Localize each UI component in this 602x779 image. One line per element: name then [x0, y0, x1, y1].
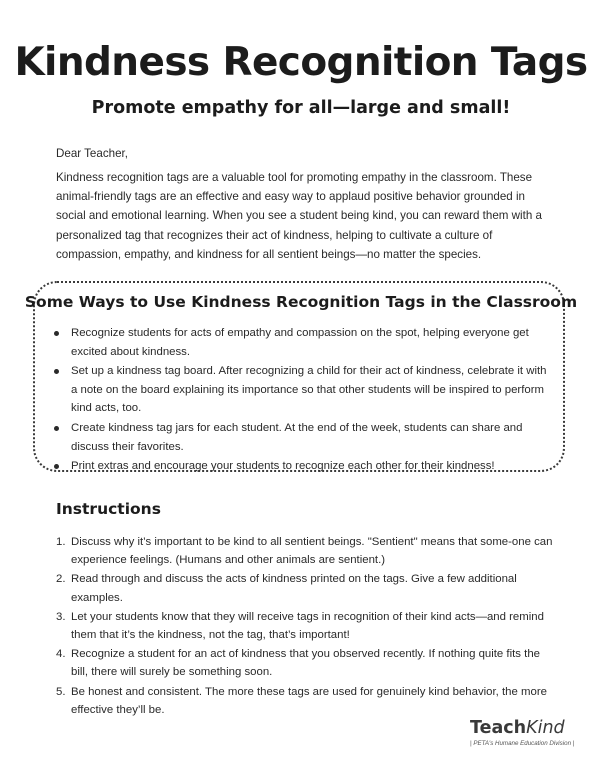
instruction-number: 2.	[56, 573, 66, 586]
ways-list-item: Create kindness tag jars for each student. At the end of the week, students can share and discuss their favorites.	[50, 419, 554, 456]
instruction-text: Be honest and consistent. The more these tags are used for genuinely kind behavior, the more effective they’ll be.	[71, 685, 547, 716]
intro-paragraph: Kindness recognition tags are a valuable tool for promoting empathy in the classroom. These animal-friendly tags are an effective and easy way to applaud positive behavior grounded in social and emotional learning. When you see a student being kind, you can reward them with a personalized tag that recognizes their act of kindness, helping to cultivate a culture of compassion, empathy, and kindness for all sentient beings—no matter the species.	[56, 171, 542, 261]
instruction-text: Let your students know that they will receive tags in recognition of their kind acts—and remind them that it’s the kindness, not the tag, that’s important!	[71, 610, 544, 642]
instruction-text: Discuss why it’s important to be kind to all sentient beings. "Sentient" means that some-one can experience feelings. (Humans and other animals are sentient.)	[71, 536, 553, 567]
ways-list	[50, 324, 554, 477]
instructions-heading: Instructions	[56, 500, 161, 518]
instruction-item	[56, 533, 556, 569]
instruction-item	[56, 570, 556, 606]
ways-heading: Some Ways to Use Kindness Recognition Tags in the Classroom	[24, 293, 578, 311]
instruction-item	[56, 608, 556, 644]
instruction-item	[56, 683, 556, 719]
logo-kind: Kind	[526, 718, 565, 738]
ways-list-item: Print extras and encourage your students to recognize each other for their kindness!	[50, 457, 554, 476]
instruction-number: 1.	[56, 536, 66, 548]
greeting: Dear Teacher,	[56, 147, 128, 160]
ways-list-item: Set up a kindness tag board. After recognizing a child for their act of kindness, celebrate it with a note on the board explaining its importance so that other students will be inspired to perform kind acts, too.	[50, 362, 554, 418]
instruction-number: 5.	[56, 685, 66, 698]
logo-teach: Teach	[470, 718, 527, 738]
teachkind-logo	[470, 718, 575, 752]
ways-list-item: Recognize students for acts of empathy and compassion on the spot, helping everyone get excited about kindness.	[50, 324, 554, 361]
instructions-list	[56, 533, 556, 720]
logo-tagline: | PETA's Humane Education Division |	[470, 740, 575, 747]
instruction-item	[56, 645, 556, 681]
instruction-text: Read through and discuss the acts of kindness printed on the tags. Give a few additional examples.	[71, 573, 517, 604]
page-title: Kindness Recognition Tags	[14, 40, 588, 85]
instruction-text: Recognize a student for an act of kindness that you observed recently. If nothing quite fits the bill, there will surely be something soon.	[71, 648, 540, 679]
page-subtitle: Promote empathy for all—large and small!	[91, 98, 511, 118]
instruction-number: 4.	[56, 648, 66, 661]
logo-wordmark	[470, 718, 566, 738]
instruction-number: 3.	[56, 610, 66, 623]
